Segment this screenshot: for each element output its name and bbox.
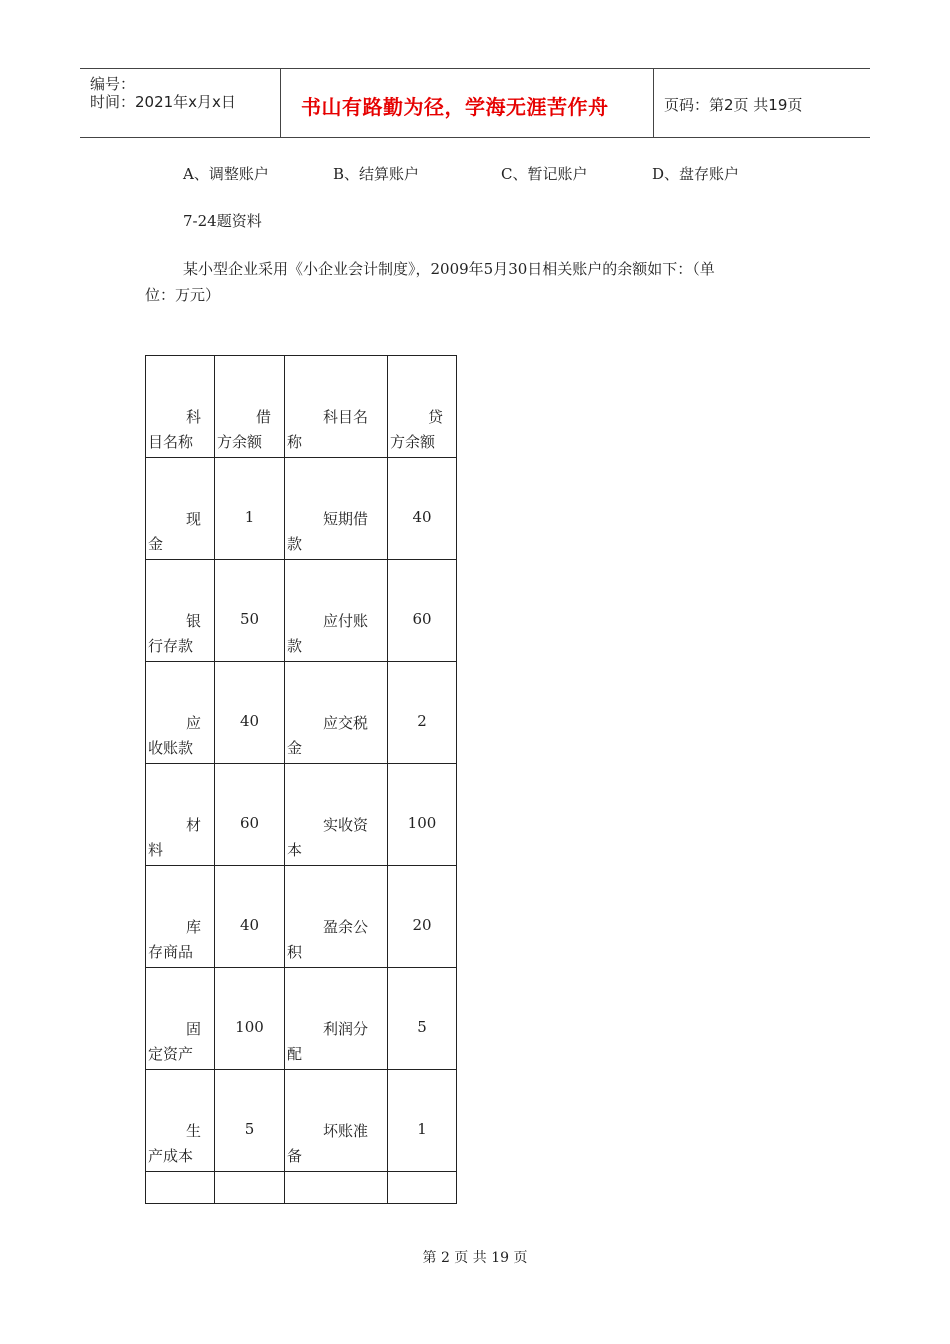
debit-amount: 100 [215,968,285,1070]
debit-amount: 50 [215,560,285,662]
header-motto-cell [281,69,654,137]
credit-account-name: 利润分 配 [285,968,388,1070]
debit-account-name: 库 存商品 [146,866,215,968]
date-label: 时间：2021年x月x日 [90,93,236,111]
credit-amount: 40 [388,458,457,560]
serial-label: 编号： [90,75,136,93]
credit-account-name: 盈余公 积 [285,866,388,968]
credit-account-name: 坏账准 备 [285,1070,388,1172]
table-row [146,866,457,968]
header-meta [80,69,281,137]
credit-account-name: 短期借 款 [285,458,388,560]
credit-amount: 2 [388,662,457,764]
table-row [146,968,457,1070]
intro-line-2: 位：万元） [145,286,221,304]
debit-account-name: 应 收账款 [146,662,215,764]
credit-amount: 1 [388,1070,457,1172]
option-c: C、暂记账户 [501,165,588,183]
table-header-row [146,356,457,458]
credit-amount: 60 [388,560,457,662]
page-info: 页码：第2页 共19页 [664,96,803,114]
page-footer: 第 2 页 共 19 页 [422,1250,528,1266]
debit-account-name: 材 料 [146,764,215,866]
credit-account-name: 应付账 款 [285,560,388,662]
debit-account-name: 生 产成本 [146,1070,215,1172]
table-row [146,1070,457,1172]
debit-amount: 60 [215,764,285,866]
option-d: D、盘存账户 [652,165,740,183]
debit-account-name: 现 金 [146,458,215,560]
header-credit-amount: 贷 方余额 [388,356,457,458]
debit-amount: 40 [215,866,285,968]
debit-amount: 1 [215,458,285,560]
intro-line-1: 某小型企业采用《小企业会计制度》，2009年5月30日相关账户的余额如下：（单 [183,260,715,278]
motto: 书山有路勤为径，学海无涯苦作舟 [301,95,609,119]
header-debit-amount: 借 方余额 [215,356,285,458]
section-title: 7-24题资料 [183,212,262,230]
credit-account-name: 应交税 金 [285,662,388,764]
credit-amount: 20 [388,866,457,968]
debit-amount: 40 [215,662,285,764]
table-row [146,560,457,662]
option-a: A、调整账户 [183,165,269,183]
header-debit-name: 科 目名称 [146,356,215,458]
credit-amount: 5 [388,968,457,1070]
debit-amount: 5 [215,1070,285,1172]
table-empty-row [146,1172,457,1204]
header-credit-name: 科目名 称 [285,356,388,458]
option-b: B、结算账户 [333,165,420,183]
header-page-cell [654,69,870,137]
debit-account-name: 固 定资产 [146,968,215,1070]
balance-table [145,355,457,1204]
debit-account-name: 银 行存款 [146,560,215,662]
credit-amount: 100 [388,764,457,866]
credit-account-name: 实收资 本 [285,764,388,866]
table-row [146,662,457,764]
table-row [146,764,457,866]
page-header [80,68,870,138]
table-row [146,458,457,560]
